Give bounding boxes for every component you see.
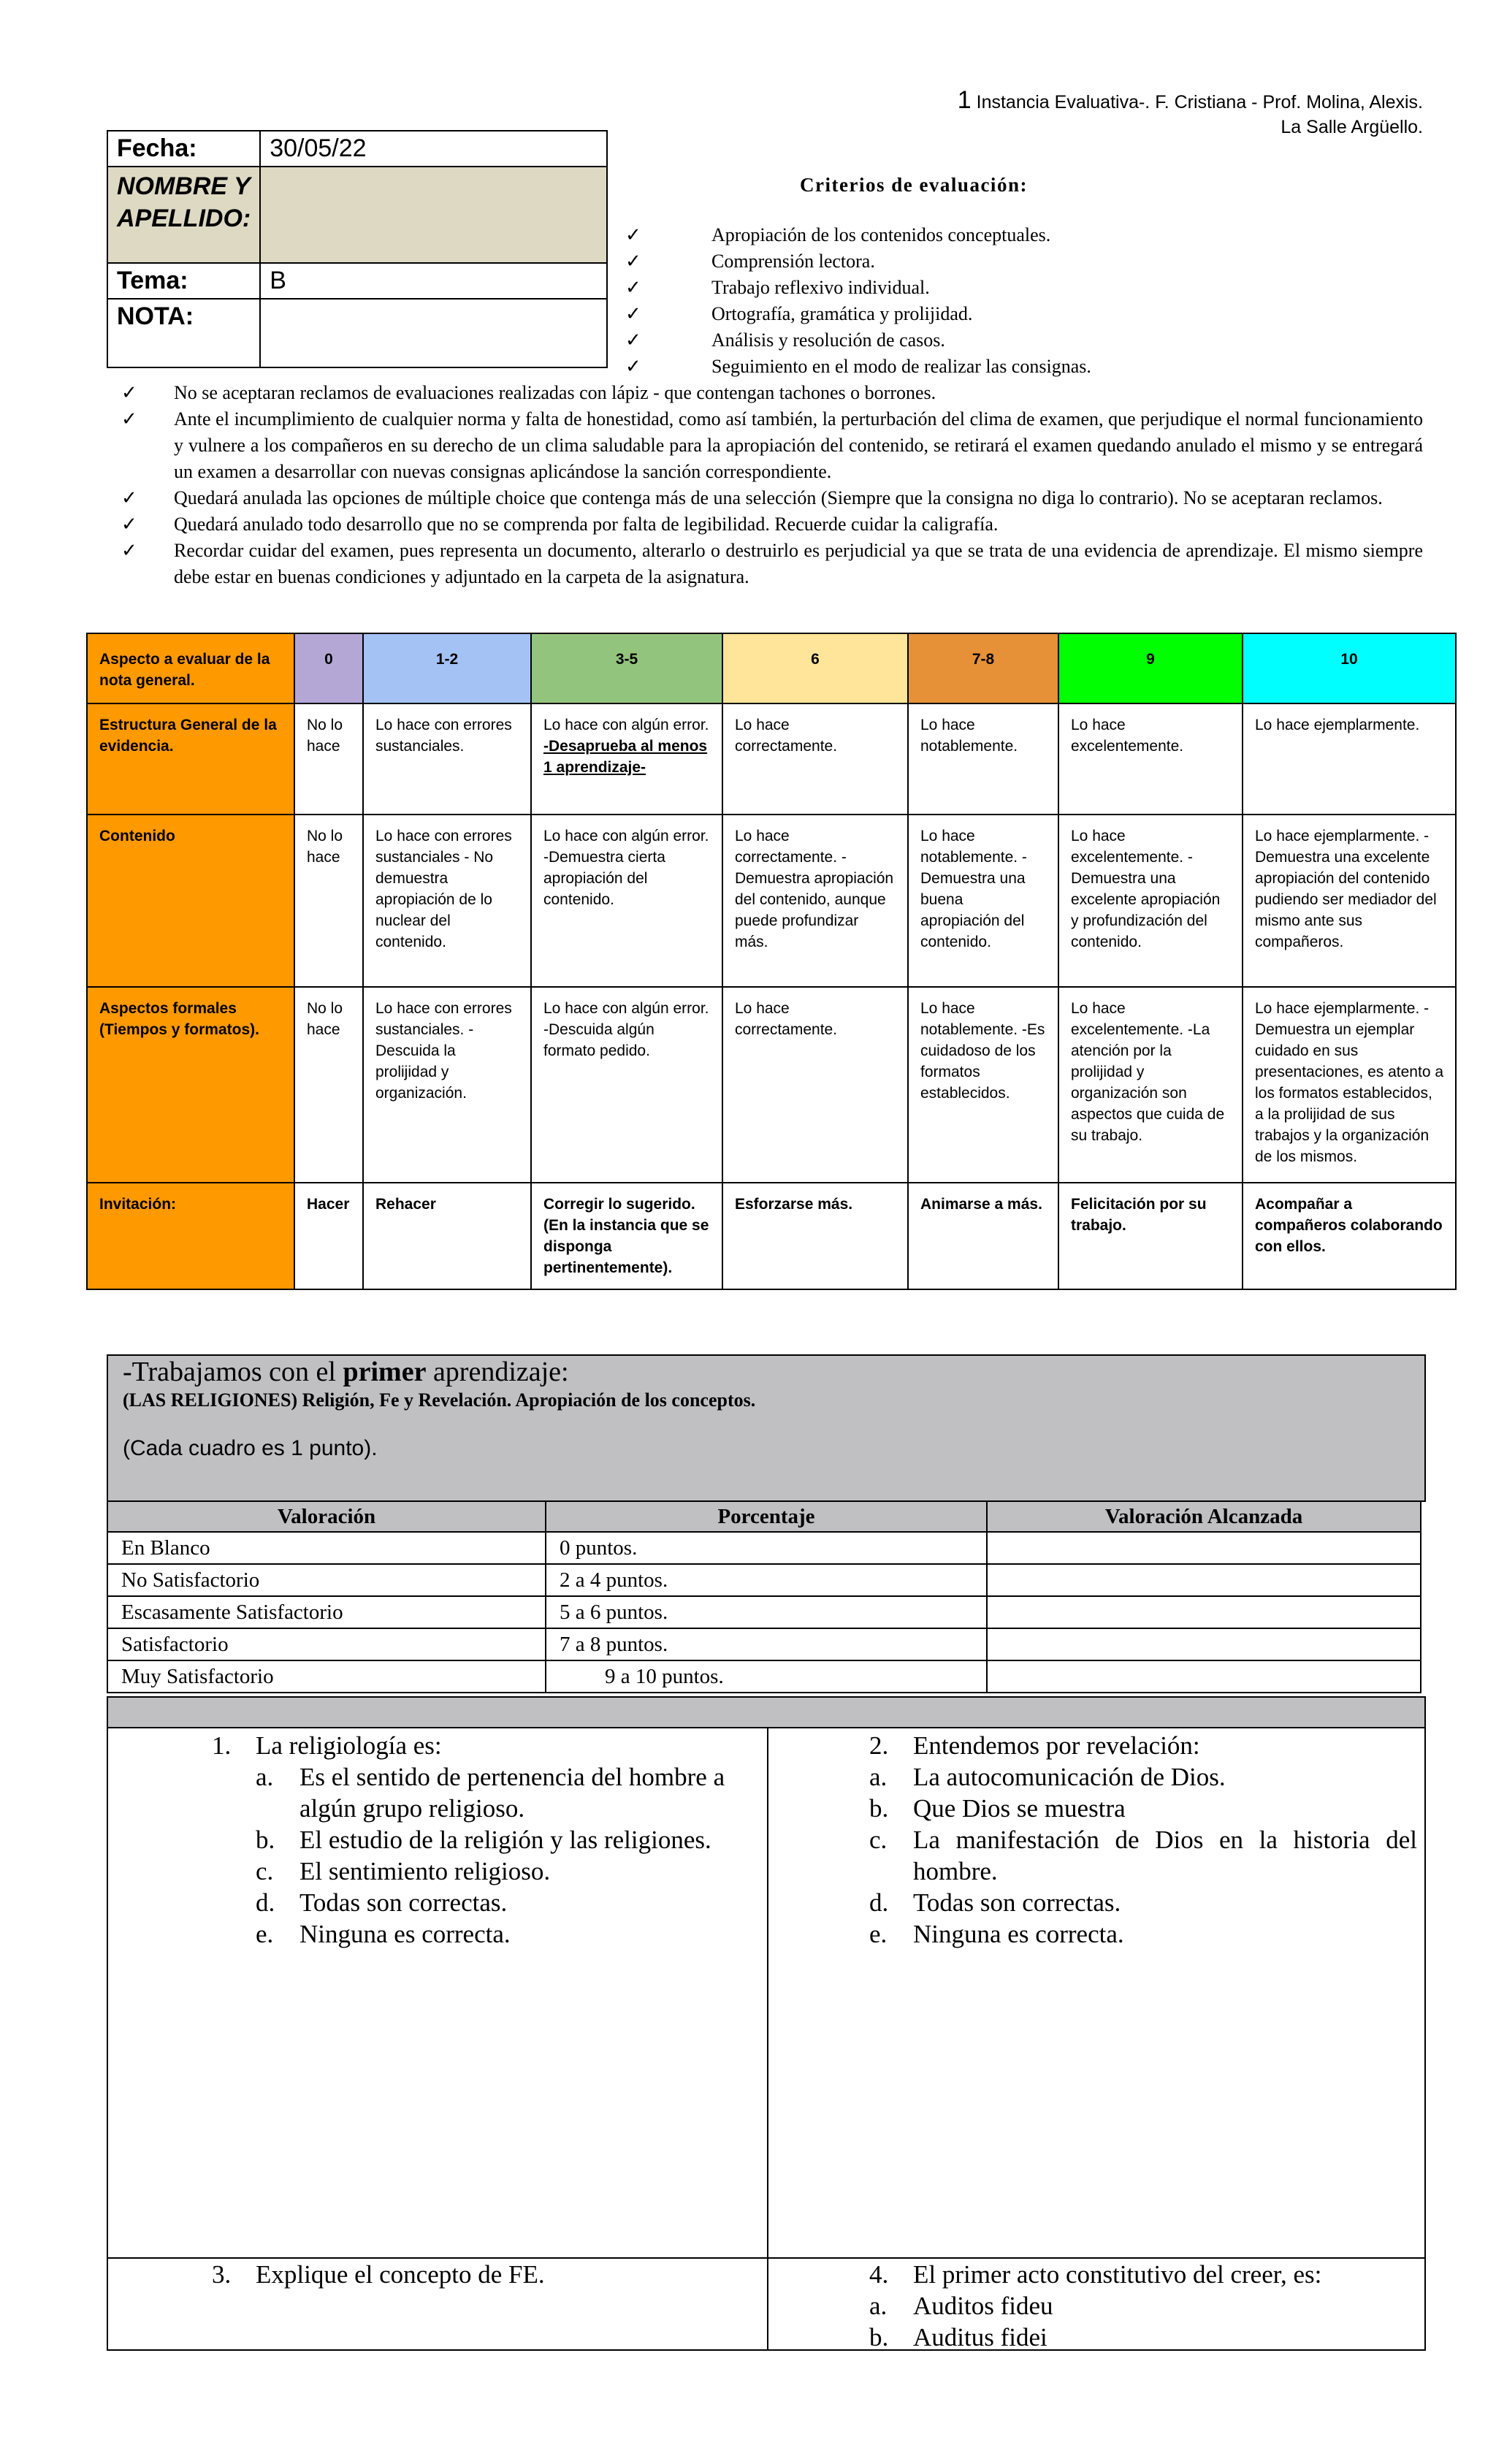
alcanzada-cell[interactable] <box>987 1660 1421 1693</box>
rubric-cell: Lo hace con errores sustanciales. - Descuida la prolijidad y organización. <box>363 987 531 1183</box>
rubric-cell: Animarse a más. <box>908 1183 1058 1289</box>
rubric-header-0: 0 <box>294 633 363 703</box>
tema-value: B <box>260 263 607 299</box>
rubric-cell: No lo hace <box>294 987 363 1183</box>
valoracion-header: Valoración <box>107 1501 546 1532</box>
check-icon: ✓ <box>625 251 641 272</box>
rubric-cell: Lo hace ejemplarmente. -Demuestra una excelente apropiación del contenido pudiendo ser mediador del mismo ante sus compañeros. <box>1243 815 1456 987</box>
rubric-cell: Lo hace con algún error. -Demuestra cierta apropiación del contenido. <box>531 815 722 987</box>
nota-label: NOTA: <box>107 299 260 367</box>
rubric-cell: Esforzarse más. <box>722 1183 908 1289</box>
rubric-header-7-8: 7-8 <box>908 633 1058 703</box>
alcanzada-cell[interactable] <box>987 1564 1421 1596</box>
rule-item: ✓ Recordar cuidar del examen, pues representa un documento, alterarlo o destruirlo es perjudicial ya que se trata de una evidencia de aprendizaje. El mismo siempre debe estar en buenas condiciones y adjuntado en la carpeta de la asignatura. <box>121 538 1423 590</box>
rubric-cell: Lo hace correctamente. <box>722 987 908 1183</box>
rubric-row <box>87 987 1456 1183</box>
rubric-cell: Lo hace excelentemente. -La atención por la prolijidad y organización son aspectos que cuida de su trabajo. <box>1058 987 1243 1183</box>
learning-title: -Trabajamos con el primer aprendizaje: <box>123 1357 569 1387</box>
tema-label: Tema: <box>107 263 260 299</box>
valoracion-table <box>107 1500 1421 1693</box>
rule-item: ✓ Ante el incumplimiento de cualquier norma y falta de honestidad, como así también, la perturbación del clima de examen, que perjudique el normal funcionamiento y vulnere a los compañeros en su derecho de un clima saludable para la apropiación del contenido, se retirará el examen quedando anulado el mismo y se entregará un examen a desarrollar con nuevas consignas aplicándose la sanción correspondiente. <box>121 406 1423 485</box>
student-info-table <box>107 130 608 368</box>
rubric-cell: Lo hace ejemplarmente. -Demuestra un ejemplar cuidado en sus presentaciones, es atento a los formatos establecidos, a la prolijidad de sus trabajos y la organización de los mismos. <box>1243 987 1456 1183</box>
rubric-cell: Lo hace con algún error. -Desaprueba al menos 1 aprendizaje- <box>531 703 722 815</box>
question-2: 2. Entendemos por revelación: a. La autocomunicación de Dios. b. Que Dios se muestra c. La manifestación de Dios en la historia del hombre. d. Todas son correctas. e. Ninguna es correcta. <box>869 1731 1417 1948</box>
learning-header <box>107 1354 1426 1502</box>
question-stem: La religiología es: <box>256 1731 442 1760</box>
table-row: No Satisfactorio 2 a 4 puntos. <box>107 1564 1421 1596</box>
options-list <box>869 1761 1417 1950</box>
rubric-header-aspect: Aspecto a evaluar de la nota general. <box>87 633 294 703</box>
rubric-table <box>86 633 1457 1290</box>
question-stem: Entendemos por revelación: <box>913 1731 1200 1760</box>
options-list <box>256 1761 757 1950</box>
question-stem: El primer acto constitutivo del creer, es: <box>913 2260 1322 2289</box>
nombre-field[interactable] <box>260 167 607 263</box>
porcentaje-header: Porcentaje <box>546 1501 987 1532</box>
alcanzada-cell[interactable] <box>987 1596 1421 1628</box>
rubric-cell: Lo hace excelentemente. <box>1058 703 1243 815</box>
rubric-cell: Corregir lo sugerido. (En la instancia que se disponga pertinentemente). <box>531 1183 722 1289</box>
rubric-header-1-2: 1-2 <box>363 633 531 703</box>
fecha-value: 30/05/22 <box>260 131 607 167</box>
check-icon: ✓ <box>121 540 137 561</box>
rubric-warning: -Desaprueba al menos 1 aprendizaje- <box>543 738 708 776</box>
rubric-cell: Lo hace con algún error. -Descuida algún formato pedido. <box>531 987 722 1183</box>
school-name: La Salle Argüello. <box>1281 117 1423 137</box>
rubric-cell: Lo hace notablemente. -Es cuidadoso de los formatos establecidos. <box>908 987 1058 1183</box>
rubric-cell: Lo hace correctamente. - Demuestra apropiación del contenido, aunque puede profundizar más. <box>722 815 908 987</box>
option-e[interactable]: e. Ninguna es correcta. <box>869 1920 1124 1948</box>
check-icon: ✓ <box>121 382 137 403</box>
criteria-item: ✓ Comprensión lectora. <box>625 248 875 275</box>
check-icon: ✓ <box>625 303 641 324</box>
option-a[interactable]: a. La autocomunicación de Dios. <box>869 1763 1226 1791</box>
rubric-aspect: Contenido <box>87 815 294 987</box>
rubric-header-6: 6 <box>722 633 908 703</box>
rubric-cell: Hacer <box>294 1183 363 1289</box>
rubric-cell: Lo hace ejemplarmente. <box>1243 703 1456 815</box>
criteria-item: ✓ Seguimiento en el modo de realizar las consignas. <box>625 354 1091 380</box>
nota-field[interactable] <box>260 299 607 367</box>
option-d[interactable]: d. Todas son correctas. <box>256 1888 508 1917</box>
rubric-cell: Lo hace correctamente. <box>722 703 908 815</box>
rubric-cell: Felicitación por su trabajo. <box>1058 1183 1243 1289</box>
table-row: Escasamente Satisfactorio 5 a 6 puntos. <box>107 1596 1421 1628</box>
rule-item: ✓ No se aceptaran reclamos de evaluaciones realizadas con lápiz - que contengan tachones o borrones. <box>121 380 1423 406</box>
option-a[interactable]: a. Auditos fideu <box>869 2292 1053 2320</box>
table-row: Muy Satisfactorio 9 a 10 puntos. <box>107 1660 1421 1693</box>
rubric-cell: Acompañar a compañeros colaborando con ellos. <box>1243 1183 1456 1289</box>
option-c[interactable]: c. El sentimiento religioso. <box>256 1857 551 1885</box>
option-b[interactable]: b. Auditus fidei <box>869 2323 1047 2352</box>
header-title <box>958 86 1423 115</box>
question-3: 3. Explique el concepto de FE. <box>212 2259 757 2290</box>
check-icon: ✓ <box>121 487 137 508</box>
options-list <box>869 2290 1417 2353</box>
option-a[interactable]: a. Es el sentido de pertenencia del hombre a algún grupo religioso. <box>256 1763 725 1823</box>
rubric-cell: No lo hace <box>294 815 363 987</box>
rubric-aspect: Aspectos formales (Tiempos y formatos). <box>87 987 294 1183</box>
check-icon: ✓ <box>625 329 641 351</box>
rubric-aspect: Invitación: <box>87 1183 294 1289</box>
alcanzada-header: Valoración Alcanzada <box>987 1501 1421 1532</box>
question-1: 1. La religiología es: a. Es el sentido de pertenencia del hombre a algún grupo religioso. b. El estudio de la religión y las religiones. c. El sentimiento religioso. d. Todas son correctas. e. Ninguna es correcta. <box>212 1730 757 1950</box>
criteria-item: ✓ Trabajo reflexivo individual. <box>625 275 930 301</box>
rubric-row <box>87 1183 1456 1289</box>
alcanzada-cell[interactable] <box>987 1532 1421 1564</box>
rubric-row <box>87 815 1456 987</box>
rubric-cell: Lo hace notablemente. -Demuestra una buena apropiación del contenido. <box>908 815 1058 987</box>
rubric-cell: No lo hace <box>294 703 363 815</box>
criteria-item: ✓ Ortografía, gramática y prolijidad. <box>625 301 972 327</box>
table-row: En Blanco 0 puntos. <box>107 1532 1421 1564</box>
option-b[interactable]: b. Que Dios se muestra <box>869 1794 1126 1823</box>
option-d[interactable]: d. Todas son correctas. <box>869 1888 1121 1917</box>
divider-bar <box>107 1696 1426 1728</box>
nombre-label: NOMBRE Y APELLIDO: <box>107 167 260 263</box>
rubric-cell: Lo hace excelentemente. -Demuestra una excelente apropiación y profundización del contenido. <box>1058 815 1243 987</box>
learning-subtitle: (LAS RELIGIONES) Religión, Fe y Revelación. Apropiación de los conceptos. <box>123 1389 756 1411</box>
rubric-cell: Rehacer <box>363 1183 531 1289</box>
question-stem: Explique el concepto de FE. <box>256 2260 545 2289</box>
check-icon: ✓ <box>625 277 641 298</box>
rubric-row <box>87 703 1456 815</box>
criteria-item: ✓ Análisis y resolución de casos. <box>625 327 945 354</box>
option-b[interactable]: b. El estudio de la religión y las religiones. <box>256 1826 711 1854</box>
exam-title: Instancia Evaluativa-. F. Cristiana - Prof. Molina, Alexis. <box>971 92 1423 112</box>
learning-note: (Cada cuadro es 1 punto). <box>123 1436 378 1460</box>
option-c[interactable]: c. La manifestación de Dios en la historia del hombre. <box>869 1826 1417 1885</box>
exam-number: 1 <box>957 86 972 114</box>
rubric-aspect: Estructura General de la evidencia. <box>87 703 294 815</box>
rubric-cell: Lo hace con errores sustanciales - No demuestra apropiación de lo nuclear del contenido. <box>363 815 531 987</box>
check-icon: ✓ <box>625 224 641 245</box>
table-row: Satisfactorio 7 a 8 puntos. <box>107 1628 1421 1660</box>
rubric-cell: Lo hace notablemente. <box>908 703 1058 815</box>
rubric-header-10: 10 <box>1243 633 1456 703</box>
criteria-item: ✓ Apropiación de los contenidos conceptuales. <box>625 222 1050 248</box>
check-icon: ✓ <box>625 356 641 377</box>
rule-item: ✓ Quedará anulado todo desarrollo que no se comprenda por falta de legibilidad. Recuerde cuidar la caligrafía. <box>121 511 1423 538</box>
question-4: 4. El primer acto constitutivo del creer, es: a. Auditos fideu b. Auditus fidei <box>869 2259 1417 2353</box>
check-icon: ✓ <box>121 514 137 535</box>
rubric-cell: Lo hace con errores sustanciales. <box>363 703 531 815</box>
rubric-header-9: 9 <box>1058 633 1243 703</box>
rubric-header-3-5: 3-5 <box>531 633 722 703</box>
fecha-label: Fecha: <box>107 131 260 167</box>
criteria-title: Criterios de evaluación: <box>800 174 1028 196</box>
rule-item: ✓ Quedará anulada las opciones de múltiple choice que contenga más de una selección (Siempre que la consigna no diga lo contrario). No se aceptaran reclamos. <box>121 485 1423 511</box>
check-icon: ✓ <box>121 408 137 430</box>
option-e[interactable]: e. Ninguna es correcta. <box>256 1920 511 1948</box>
alcanzada-cell[interactable] <box>987 1628 1421 1660</box>
